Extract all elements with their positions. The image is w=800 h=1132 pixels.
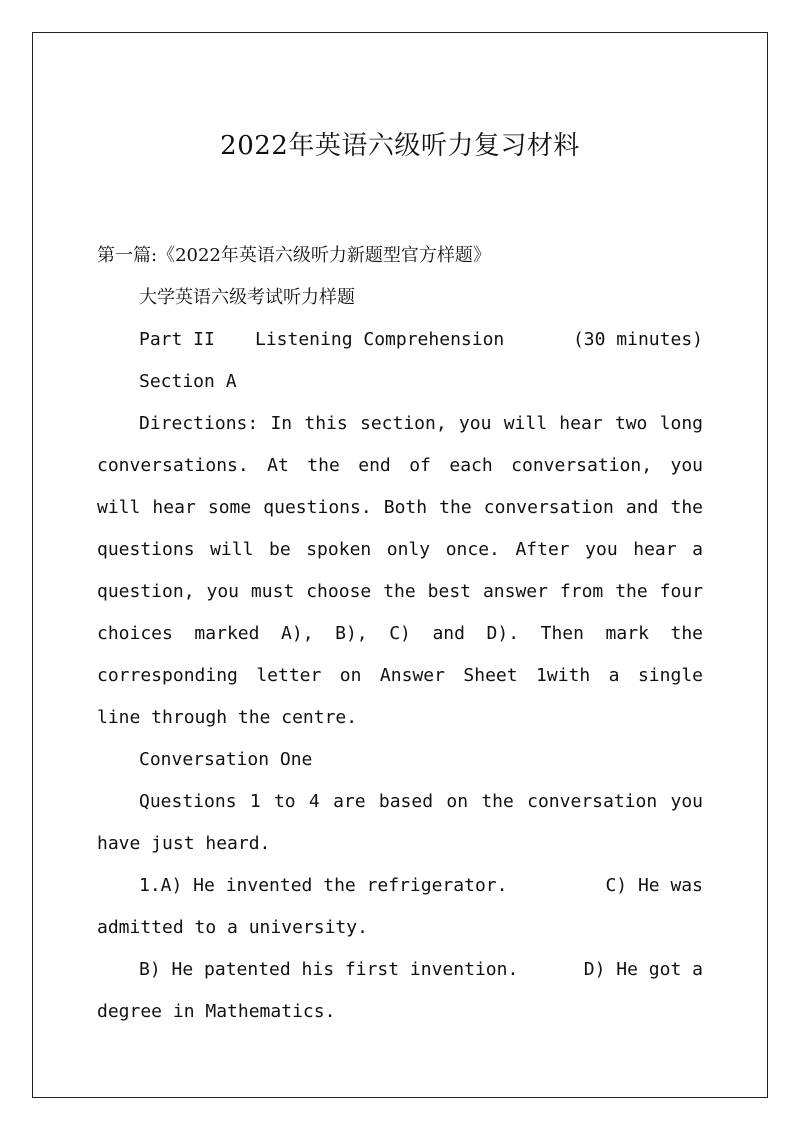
- part-time: (30 minutes): [572, 329, 703, 350]
- part-label: Part II: [139, 329, 215, 350]
- subheading: 大学英语六级考试听力样题: [139, 287, 355, 308]
- chapter-heading: 第一篇:《2022年英语六级听力新题型官方样题》: [97, 245, 491, 266]
- question-1: [97, 865, 703, 1033]
- option-c-start: C) He was: [605, 875, 703, 896]
- question-1-row-2: [97, 949, 703, 991]
- part-name: Listening Comprehension: [255, 329, 505, 350]
- option-d-start: D) He got a: [583, 959, 703, 980]
- document-body: [97, 235, 703, 1033]
- document-title: 2022年英语六级听力复习材料: [220, 131, 580, 161]
- part-header: [97, 319, 703, 361]
- option-a: 1.A) He invented the refrigerator.: [139, 875, 508, 896]
- directions-paragraph: Directions: In this section, you will hear two long conversations. At the end of each conversation, you will hear some questions. Both the conversation and the questions will be spoken only once. After you hear a question, you must choose the best answer from the four choices marked A), B), C) and D). Then mark the corresponding letter on Answer Sheet 1with a single line through the centre.: [97, 413, 703, 728]
- option-b: B) He patented his first invention.: [139, 959, 519, 980]
- question-1-row-1: [97, 865, 703, 907]
- option-c-end: admitted to a university.: [97, 917, 368, 938]
- questions-intro: Questions 1 to 4 are based on the conversation you have just heard.: [97, 791, 703, 854]
- section-label: Section A: [139, 371, 237, 392]
- option-d-end: degree in Mathematics.: [97, 1001, 336, 1022]
- conversation-label: Conversation One: [139, 749, 313, 770]
